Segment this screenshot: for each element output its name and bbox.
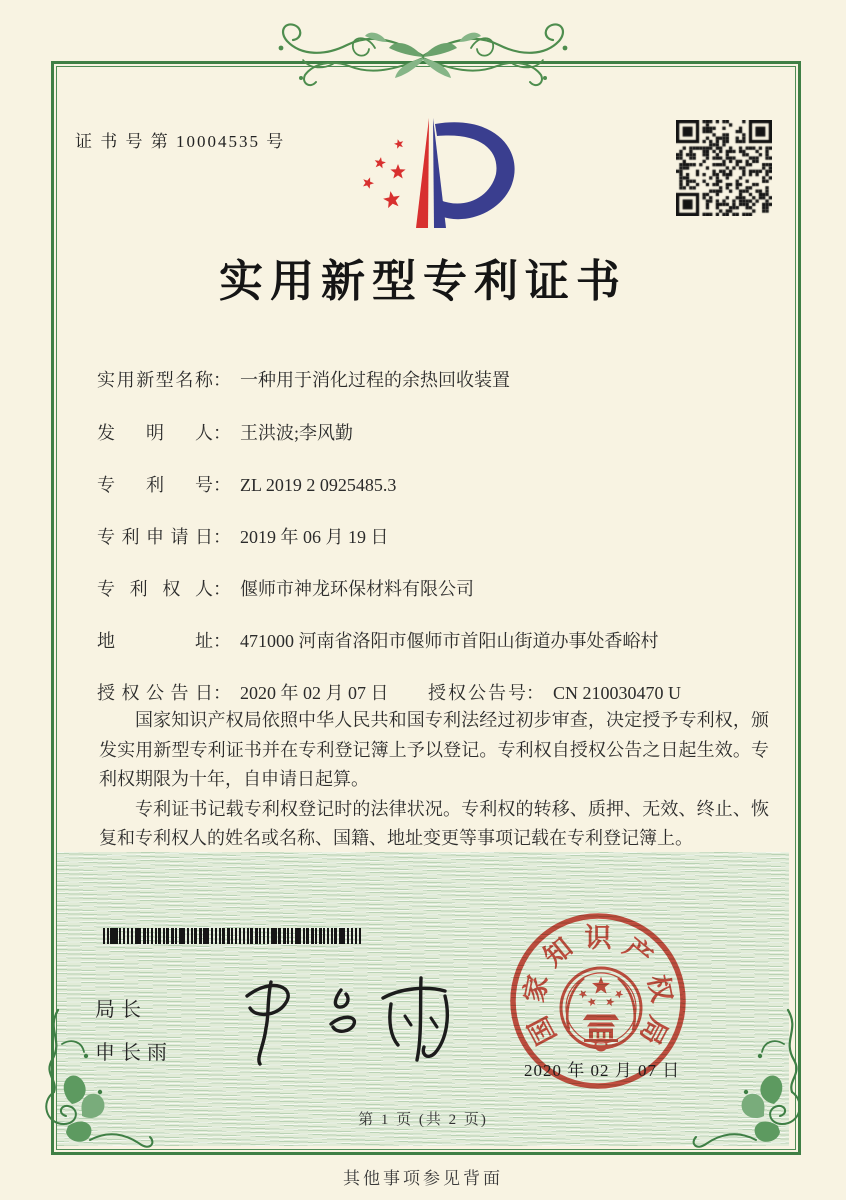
svg-text:家: 家 (518, 972, 554, 1005)
field-label: 专利申请日 (97, 527, 213, 547)
cnipa-logo-icon (342, 110, 527, 238)
field-value: CN 210030470 U (553, 683, 682, 703)
field-label: 地址 (97, 631, 213, 651)
field-grant-date: 授权公告日： 2020 年 02 月 07 日 (97, 679, 389, 705)
field-grant-publication-number: 授权公告号： CN 210030470 U (428, 679, 681, 705)
svg-text:识: 识 (584, 923, 612, 953)
bottom-left-corner-ornament (38, 1004, 158, 1154)
page-number: 第 1 页 (共 2 页) (358, 1112, 488, 1128)
field-label: 专利号 (97, 475, 213, 495)
legal-paragraph: 专利证书记载专利权登记时的法律状况。专利权的转移、质押、无效、终止、恢复和专利权人的姓名或名称、国籍、地址变更等事项记载在专利登记簿上。 (99, 798, 769, 848)
top-flourish-ornament (213, 12, 633, 104)
svg-text:国: 国 (522, 1011, 562, 1050)
field-value: 偃师市神龙环保材料有限公司 (240, 579, 474, 599)
field-value: 2019 年 06 月 19 日 (240, 527, 389, 547)
svg-text:权: 权 (642, 972, 678, 1005)
field-utility-model-name: 实用新型名称： 一种用于消化过程的余热回收装置 (97, 366, 510, 392)
field-value: 一种用于消化过程的余热回收装置 (240, 370, 510, 390)
seal-date: 2020 年 02 月 07 日 (524, 1061, 681, 1080)
certificate-title: 实用新型专利证书 (219, 257, 627, 306)
svg-text:产: 产 (617, 932, 658, 973)
back-side-note: 其他事项参见背面 (343, 1169, 503, 1188)
field-label: 发明人 (97, 423, 213, 443)
bottom-right-corner-ornament (688, 1004, 808, 1154)
barcode (103, 928, 361, 944)
field-label: 实用新型名称 (97, 370, 213, 390)
field-value: 471000 河南省洛阳市偃师市首阳山街道办事处香峪村 (240, 631, 659, 651)
field-label: 授权公告号 (428, 683, 526, 703)
handwritten-signature (225, 966, 480, 1074)
commissioner-title: 局长 (95, 999, 147, 1021)
field-label: 授权公告日 (97, 683, 213, 703)
field-patent-number: 专利号： ZL 2019 2 0925485.3 (97, 471, 396, 497)
certificate-number: 证 书 号 第 10004535 号 (75, 132, 286, 151)
svg-text:局: 局 (634, 1011, 674, 1050)
field-label: 专利权人 (97, 579, 213, 599)
field-value: ZL 2019 2 0925485.3 (240, 475, 397, 495)
legal-paragraph: 国家知识产权局依照中华人民共和国专利法经过初步审查，决定授予专利权，颁发实用新型专利证书并在专利登记簿上予以登记。专利权自授权公告之日起生效。专利权期限为十年，自申请日起算。 (99, 710, 769, 789)
commissioner-name: 申长雨 (95, 1042, 173, 1064)
field-value: 王洪波;李风勤 (240, 423, 354, 443)
field-address: 地址： 471000 河南省洛阳市偃师市首阳山街道办事处香峪村 (97, 627, 659, 653)
field-patentee: 专利权人： 偃师市神龙环保材料有限公司 (97, 575, 474, 601)
field-filing-date: 专利申请日： 2019 年 06 月 19 日 (97, 523, 389, 549)
svg-text:知: 知 (538, 932, 579, 973)
field-value: 2020 年 02 月 07 日 (240, 683, 389, 703)
legal-text-block (99, 706, 769, 854)
qr-code (676, 120, 772, 216)
field-inventor: 发明人： 王洪波;李风勤 (97, 419, 353, 445)
